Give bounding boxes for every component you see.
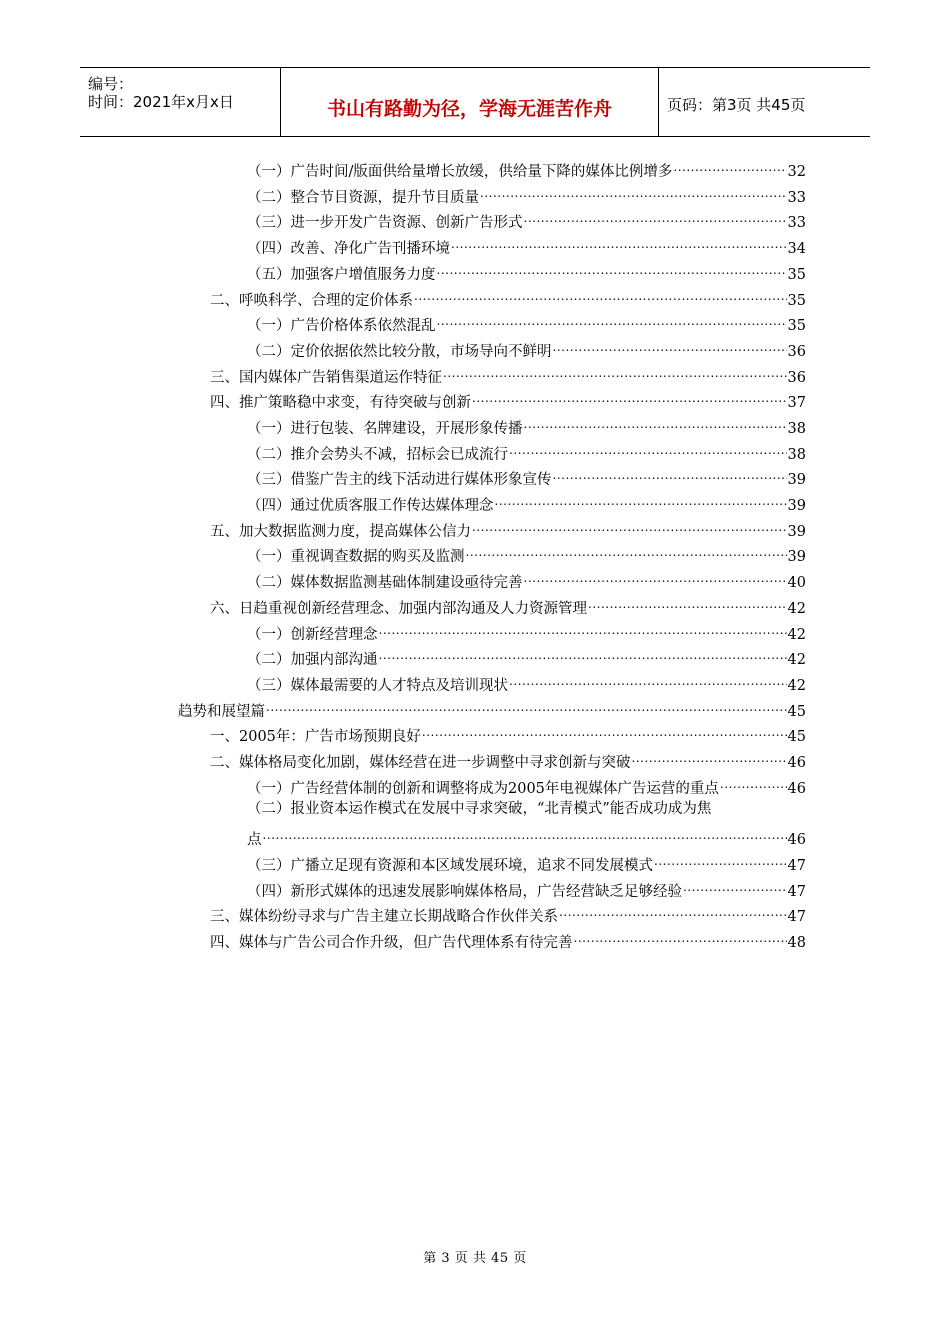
toc-leader-dots <box>266 696 787 716</box>
page-footer: 第 3 页 共 45 页 <box>423 1251 527 1266</box>
toc-leader-dots <box>379 644 787 664</box>
toc-entry[interactable] <box>247 670 806 694</box>
toc-page-number: 42 <box>787 627 806 643</box>
toc-entry[interactable] <box>210 747 806 771</box>
toc-entry-text: 二、媒体格局变化加剧，媒体经营在进一步调整中寻求创新与突破 <box>210 755 631 771</box>
toc-entry[interactable] <box>247 310 806 334</box>
toc-entry[interactable] <box>178 696 806 720</box>
toc-page-number: 38 <box>787 421 806 437</box>
toc-page-number: 34 <box>787 241 806 257</box>
toc-page-number: 35 <box>787 267 806 283</box>
toc-entry-text: （五）加强客户增值服务力度 <box>247 267 436 283</box>
toc-page-number: 45 <box>787 704 806 720</box>
toc-page-number: 39 <box>787 549 806 565</box>
toc-entry-text: 四、媒体与广告公司合作升级，但广告代理体系有待完善 <box>210 935 573 951</box>
toc-leader-dots <box>683 876 787 896</box>
toc-leader-dots <box>466 541 787 561</box>
toc-entry[interactable] <box>247 490 806 514</box>
toc-leader-dots <box>509 670 787 690</box>
toc-leader-dots <box>472 387 787 407</box>
toc-leader-dots <box>414 285 787 305</box>
toc-entry[interactable] <box>247 850 806 874</box>
toc-page-number: 42 <box>787 678 806 694</box>
toc-page-number: 45 <box>787 729 806 745</box>
toc-entry-text: （一）创新经营理念 <box>247 627 378 643</box>
toc-page-number: 36 <box>787 370 806 386</box>
toc-page-number: 38 <box>787 447 806 463</box>
toc-entry[interactable] <box>247 773 806 797</box>
toc-page-number: 47 <box>787 909 806 925</box>
toc-entry-text: （二）报业资本运作模式在发展中寻求突破，“北青模式”能否成功成为焦 <box>247 801 712 817</box>
document-time-label: 时间：2021年x月x日 <box>88 93 234 111</box>
toc-page-number: 46 <box>787 781 806 797</box>
toc-page-number: 32 <box>787 164 806 180</box>
toc-leader-dots <box>437 310 787 330</box>
toc-entry-text: （一）广告经营体制的创新和调整将成为2005年电视媒体广告运营的重点 <box>247 781 719 797</box>
toc-entry[interactable] <box>210 362 806 386</box>
toc-entry[interactable] <box>210 901 806 925</box>
toc-entry-text: （二）整合节目资源，提升节目质量 <box>247 190 479 206</box>
toc-entry[interactable] <box>247 259 806 283</box>
toc-entry-text: 五、加大数据监测力度，提高媒体公信力 <box>210 524 471 540</box>
toc-entry[interactable] <box>210 387 806 411</box>
toc-entry-text: 二、呼唤科学、合理的定价体系 <box>210 293 413 309</box>
toc-entry-text: （一）进行包装、名牌建设，开展形象传播 <box>247 421 523 437</box>
toc-entry-text: （二）加强内部沟通 <box>247 652 378 668</box>
toc-entry-text: （四）改善、净化广告刊播环境 <box>247 241 450 257</box>
toc-entry-text: 趋势和展望篇 <box>178 704 265 720</box>
toc-leader-dots <box>632 747 787 767</box>
header-page-info: 页码：第3页 共45页 <box>667 96 806 114</box>
header-motto: 书山有路勤为径，学海无涯苦作舟 <box>326 98 612 120</box>
toc-page-number: 48 <box>787 935 806 951</box>
toc-entry[interactable] <box>247 619 806 643</box>
toc-entry[interactable] <box>247 876 806 900</box>
toc-entry[interactable] <box>247 207 806 231</box>
toc-leader-dots <box>451 233 787 253</box>
toc-leader-dots <box>480 182 787 202</box>
toc-entry[interactable] <box>210 285 806 309</box>
toc-leader-dots <box>472 516 787 536</box>
toc-entry-text: （三）广播立足现有资源和本区域发展环境，追求不同发展模式 <box>247 858 653 874</box>
toc-leader-dots <box>422 721 787 741</box>
toc-page-number: 46 <box>787 755 806 771</box>
toc-entry[interactable] <box>210 593 806 617</box>
toc-entry-text: （一）重视调查数据的购买及监测 <box>247 549 465 565</box>
header-page-cell <box>659 68 870 136</box>
toc-entry-text: 四、推广策略稳中求变，有待突破与创新 <box>210 395 471 411</box>
header-meta <box>80 68 281 136</box>
toc-page-number: 39 <box>787 498 806 514</box>
toc-page-number: 36 <box>787 344 806 360</box>
toc-leader-dots <box>263 824 787 844</box>
toc-leader-dots <box>720 773 787 793</box>
toc-page-number: 47 <box>787 858 806 874</box>
toc-leader-dots <box>509 439 787 459</box>
toc-leader-dots <box>673 156 786 176</box>
toc-entry[interactable] <box>247 336 806 360</box>
toc-leader-dots <box>379 619 787 639</box>
toc-leader-dots <box>437 259 787 279</box>
toc-page-number: 42 <box>787 652 806 668</box>
toc-leader-dots <box>654 850 787 870</box>
toc-leader-dots <box>553 464 787 484</box>
toc-leader-dots <box>553 336 787 356</box>
toc-entry-text: （一）广告时间/版面供给量增长放缓，供给量下降的媒体比例增多 <box>247 164 673 180</box>
toc-entry[interactable] <box>210 927 806 951</box>
toc-entry-text: 六、日趋重视创新经营理念、加强内部沟通及人力资源管理 <box>210 601 587 617</box>
toc-page-number: 37 <box>787 395 806 411</box>
toc-entry[interactable] <box>247 233 806 257</box>
toc-entry[interactable] <box>247 439 806 463</box>
toc-page-number: 33 <box>787 190 806 206</box>
toc-page-number: 35 <box>787 293 806 309</box>
toc-entry[interactable] <box>247 541 806 565</box>
toc-entry-text: （一）广告价格体系依然混乱 <box>247 318 436 334</box>
toc-leader-dots <box>495 490 787 510</box>
toc-page-number: 35 <box>787 318 806 334</box>
toc-entry-text: 三、媒体纷纷寻求与广告主建立长期战略合作伙伴关系 <box>210 909 558 925</box>
toc-leader-dots <box>443 362 787 382</box>
toc-leader-dots <box>524 413 787 433</box>
toc-entry-text: （三）媒体最需要的人才特点及培训现状 <box>247 678 508 694</box>
page-header <box>80 67 870 137</box>
toc-entry-text: （二）媒体数据监测基础体制建设亟待完善 <box>247 575 523 591</box>
toc-entry-text: （二）推介会势头不减，招标会已成流行 <box>247 447 508 463</box>
toc-entry[interactable] <box>247 413 806 437</box>
toc-entry-text: （二）定价依据依然比较分散，市场导向不鲜明 <box>247 344 552 360</box>
toc-entry-text-continued: 点 <box>247 832 262 848</box>
toc-entry-text: （三）借鉴广告主的线下活动进行媒体形象宣传 <box>247 472 552 488</box>
toc-entry[interactable] <box>247 824 806 848</box>
toc-leader-dots <box>574 927 787 947</box>
document-number-label: 编号： <box>88 75 134 93</box>
toc-page-number: 42 <box>787 601 806 617</box>
header-motto-cell <box>281 68 659 136</box>
toc-entry-text: （四）新形式媒体的迅速发展影响媒体格局，广告经营缺乏足够经验 <box>247 884 682 900</box>
toc-page-number: 33 <box>787 215 806 231</box>
toc-entry[interactable] <box>247 567 806 591</box>
toc-leader-dots <box>524 207 787 227</box>
toc-page-number: 40 <box>787 575 806 591</box>
toc-page-number: 39 <box>787 524 806 540</box>
toc-entry[interactable] <box>247 156 806 180</box>
toc-entry-text: （四）通过优质客服工作传达媒体理念 <box>247 498 494 514</box>
toc-entry-text: 一、2005年：广告市场预期良好 <box>210 729 421 745</box>
toc-leader-dots <box>559 901 787 921</box>
toc-leader-dots <box>524 567 787 587</box>
toc-entry[interactable] <box>247 182 806 206</box>
toc-entry-text: 三、国内媒体广告销售渠道运作特征 <box>210 370 442 386</box>
toc-entry[interactable] <box>247 464 806 488</box>
toc-entry[interactable] <box>247 644 806 668</box>
toc-page-number: 46 <box>787 832 806 848</box>
toc-page-number: 47 <box>787 884 806 900</box>
toc-entry[interactable] <box>210 721 806 745</box>
toc-page-number: 39 <box>787 472 806 488</box>
toc-entry[interactable] <box>210 516 806 540</box>
toc-leader-dots <box>588 593 787 613</box>
toc-entry-text: （三）进一步开发广告资源、创新广告形式 <box>247 215 523 231</box>
